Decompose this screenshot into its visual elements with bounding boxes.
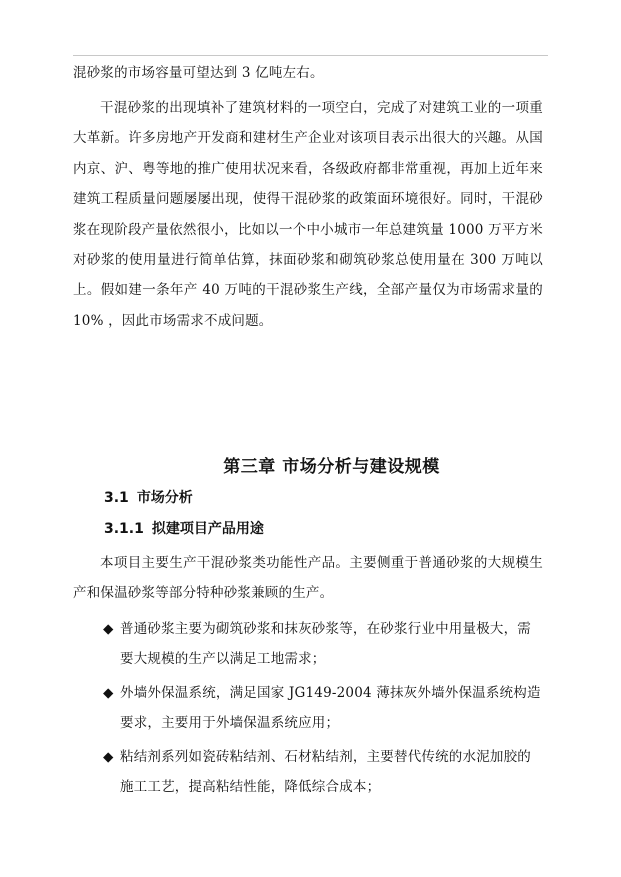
list-item (103, 678, 543, 739)
diamond-bullet-icon: ◆ (103, 685, 114, 701)
diamond-bullet-icon: ◆ (103, 749, 114, 765)
subsection-heading (104, 518, 264, 538)
section-title: 市场分析 (136, 490, 193, 506)
diamond-bullet-icon: ◆ (103, 621, 114, 637)
section-heading (104, 487, 193, 507)
subsection-number: 3.1.1 (104, 521, 144, 537)
list-item-text: 外墙外保温系统，满足国家 JG149-2004 薄抹灰外墙外保温系统构造要求，主要用于外墙保温系统应用； (120, 685, 541, 732)
header-rule (73, 55, 548, 56)
list-item-text: 普通砂浆主要为砌筑砂浆和抹灰砂浆等，在砂浆行业中用量极大，需要大规模的生产以满足工地需求； (120, 621, 531, 668)
list-item (103, 742, 543, 803)
subsection-title: 拟建项目产品用途 (151, 521, 264, 537)
list-item-text: 粘结剂系列如瓷砖粘结剂、石材粘结剂，主要替代传统的水泥加胶的施工工艺，提高粘结性能，降低综合成本； (120, 749, 531, 796)
market-paragraph: 干混砂浆的出现填补了建筑材料的一项空白，完成了对建筑工业的一项重大革新。许多房地产开发商和建材生产企业对该项目表示出很大的兴趣。从国内京、沪、粤等地的推广使用状况来看，各级政府都非常重视，再加上近年来建筑工程质量问题屡屡出现，使得干混砂浆的政策面环境很好。同时，干混砂浆在现阶段产量依然很小，比如以一个中小城市一年总建筑量 1000 万平方米对砂浆的使用量进行简单估算，抹面砂浆和砌筑砂浆总使用量在 300 万吨以上。假如建一条年产 40 万吨的干混砂浆生产线，全部产量仅为市场需求量的 10% ，因此市场需求不成问题。 (73, 100, 543, 329)
list-item (103, 614, 543, 675)
chapter-title: 第三章 市场分析与建设规模 (223, 457, 440, 477)
continuation-paragraph: 混砂浆的市场容量可望达到 3 亿吨左右。 (73, 65, 324, 81)
section-number: 3.1 (104, 490, 129, 506)
product-paragraph: 本项目主要生产干混砂浆类功能性产品。主要侧重于普通砂浆的大规模生产和保温砂浆等部分特种砂浆兼顾的生产。 (73, 555, 543, 602)
